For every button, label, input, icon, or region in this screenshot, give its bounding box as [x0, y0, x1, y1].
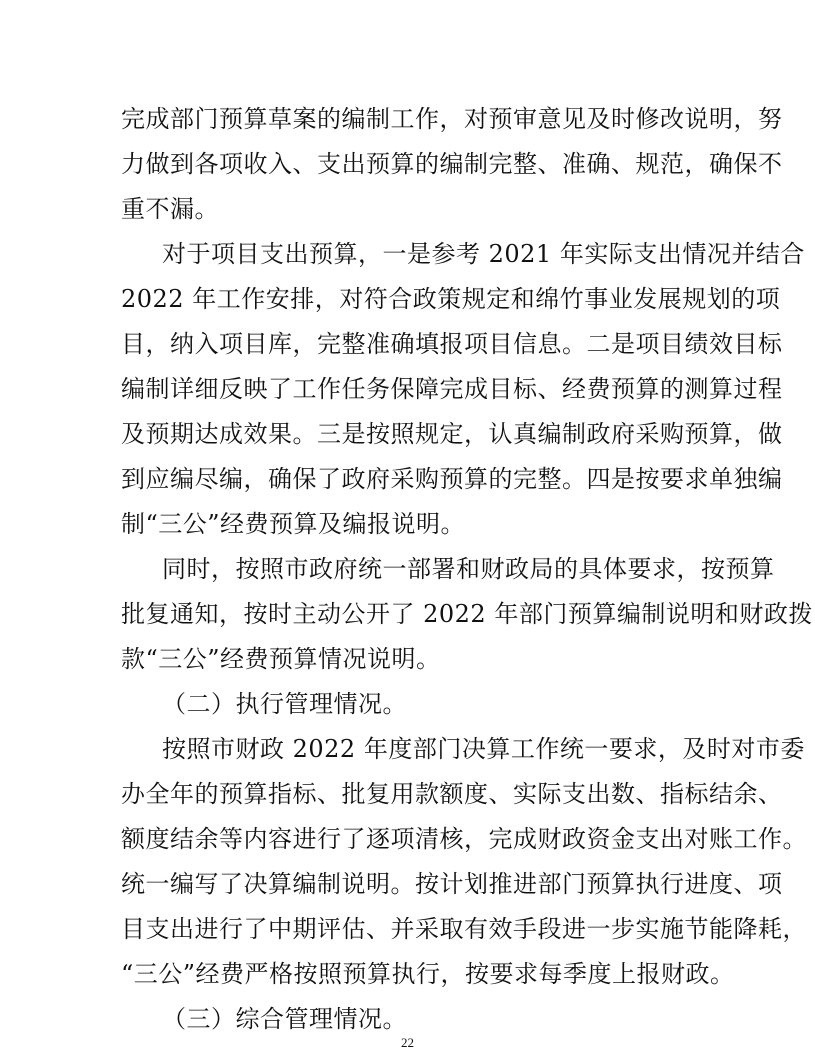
paragraph-line: 办全年的预算指标、批复用款额度、实际支出数、指标结余、 [121, 780, 783, 808]
paragraph-line: 统一编写了决算编制说明。按计划推进部门预算执行进度、项 [121, 870, 783, 898]
paragraph-line: 目，纳入项目库，完整准确填报项目信息。二是项目绩效目标 [121, 330, 783, 358]
paragraph-line: 力做到各项收入、支出预算的编制完整、准确、规范，确保不 [121, 150, 783, 178]
paragraph-line: “三公”经费严格按照预算执行，按要求每季度上报财政。 [121, 960, 735, 988]
paragraph-line: 批复通知，按时主动公开了 2022 年部门预算编制说明和财政拨 [121, 600, 813, 628]
paragraph-line: 编制详细反映了工作任务保障完成目标、经费预算的测算过程 [121, 375, 783, 403]
paragraph-line: 重不漏。 [121, 195, 219, 223]
paragraph-line: 按照市财政 2022 年度部门决算工作统一要求，及时对市委 [162, 735, 805, 763]
paragraph-line: 额度结余等内容进行了逐项清核，完成财政资金支出对账工作。 [121, 825, 807, 853]
paragraph-line: 完成部门预算草案的编制工作，对预审意见及时修改说明，努 [121, 105, 783, 133]
page-number: 22 [401, 1035, 414, 1050]
paragraph-line: 及预期达成效果。三是按照规定，认真编制政府采购预算，做 [121, 420, 783, 448]
paragraph-line: 同时，按照市政府统一部署和财政局的具体要求，按预算 [162, 555, 775, 583]
paragraph-line: 款“三公”经费预算情况说明。 [121, 645, 441, 673]
paragraph-line: 制“三公”经费预算及编报说明。 [121, 510, 466, 538]
paragraph-line: 到应编尽编，确保了政府采购预算的完整。四是按要求单独编 [121, 465, 783, 493]
paragraph-line: 2022 年工作安排，对符合政策规定和绵竹事业发展规划的项 [121, 285, 781, 313]
paragraph-line: 目支出进行了中期评估、并采取有效手段进一步实施节能降耗， [121, 915, 807, 943]
section-heading: （三）综合管理情况。 [162, 1005, 407, 1033]
paragraph-line: 对于项目支出预算，一是参考 2021 年实际支出情况并结合 [162, 240, 805, 268]
section-heading: （二）执行管理情况。 [162, 690, 407, 718]
